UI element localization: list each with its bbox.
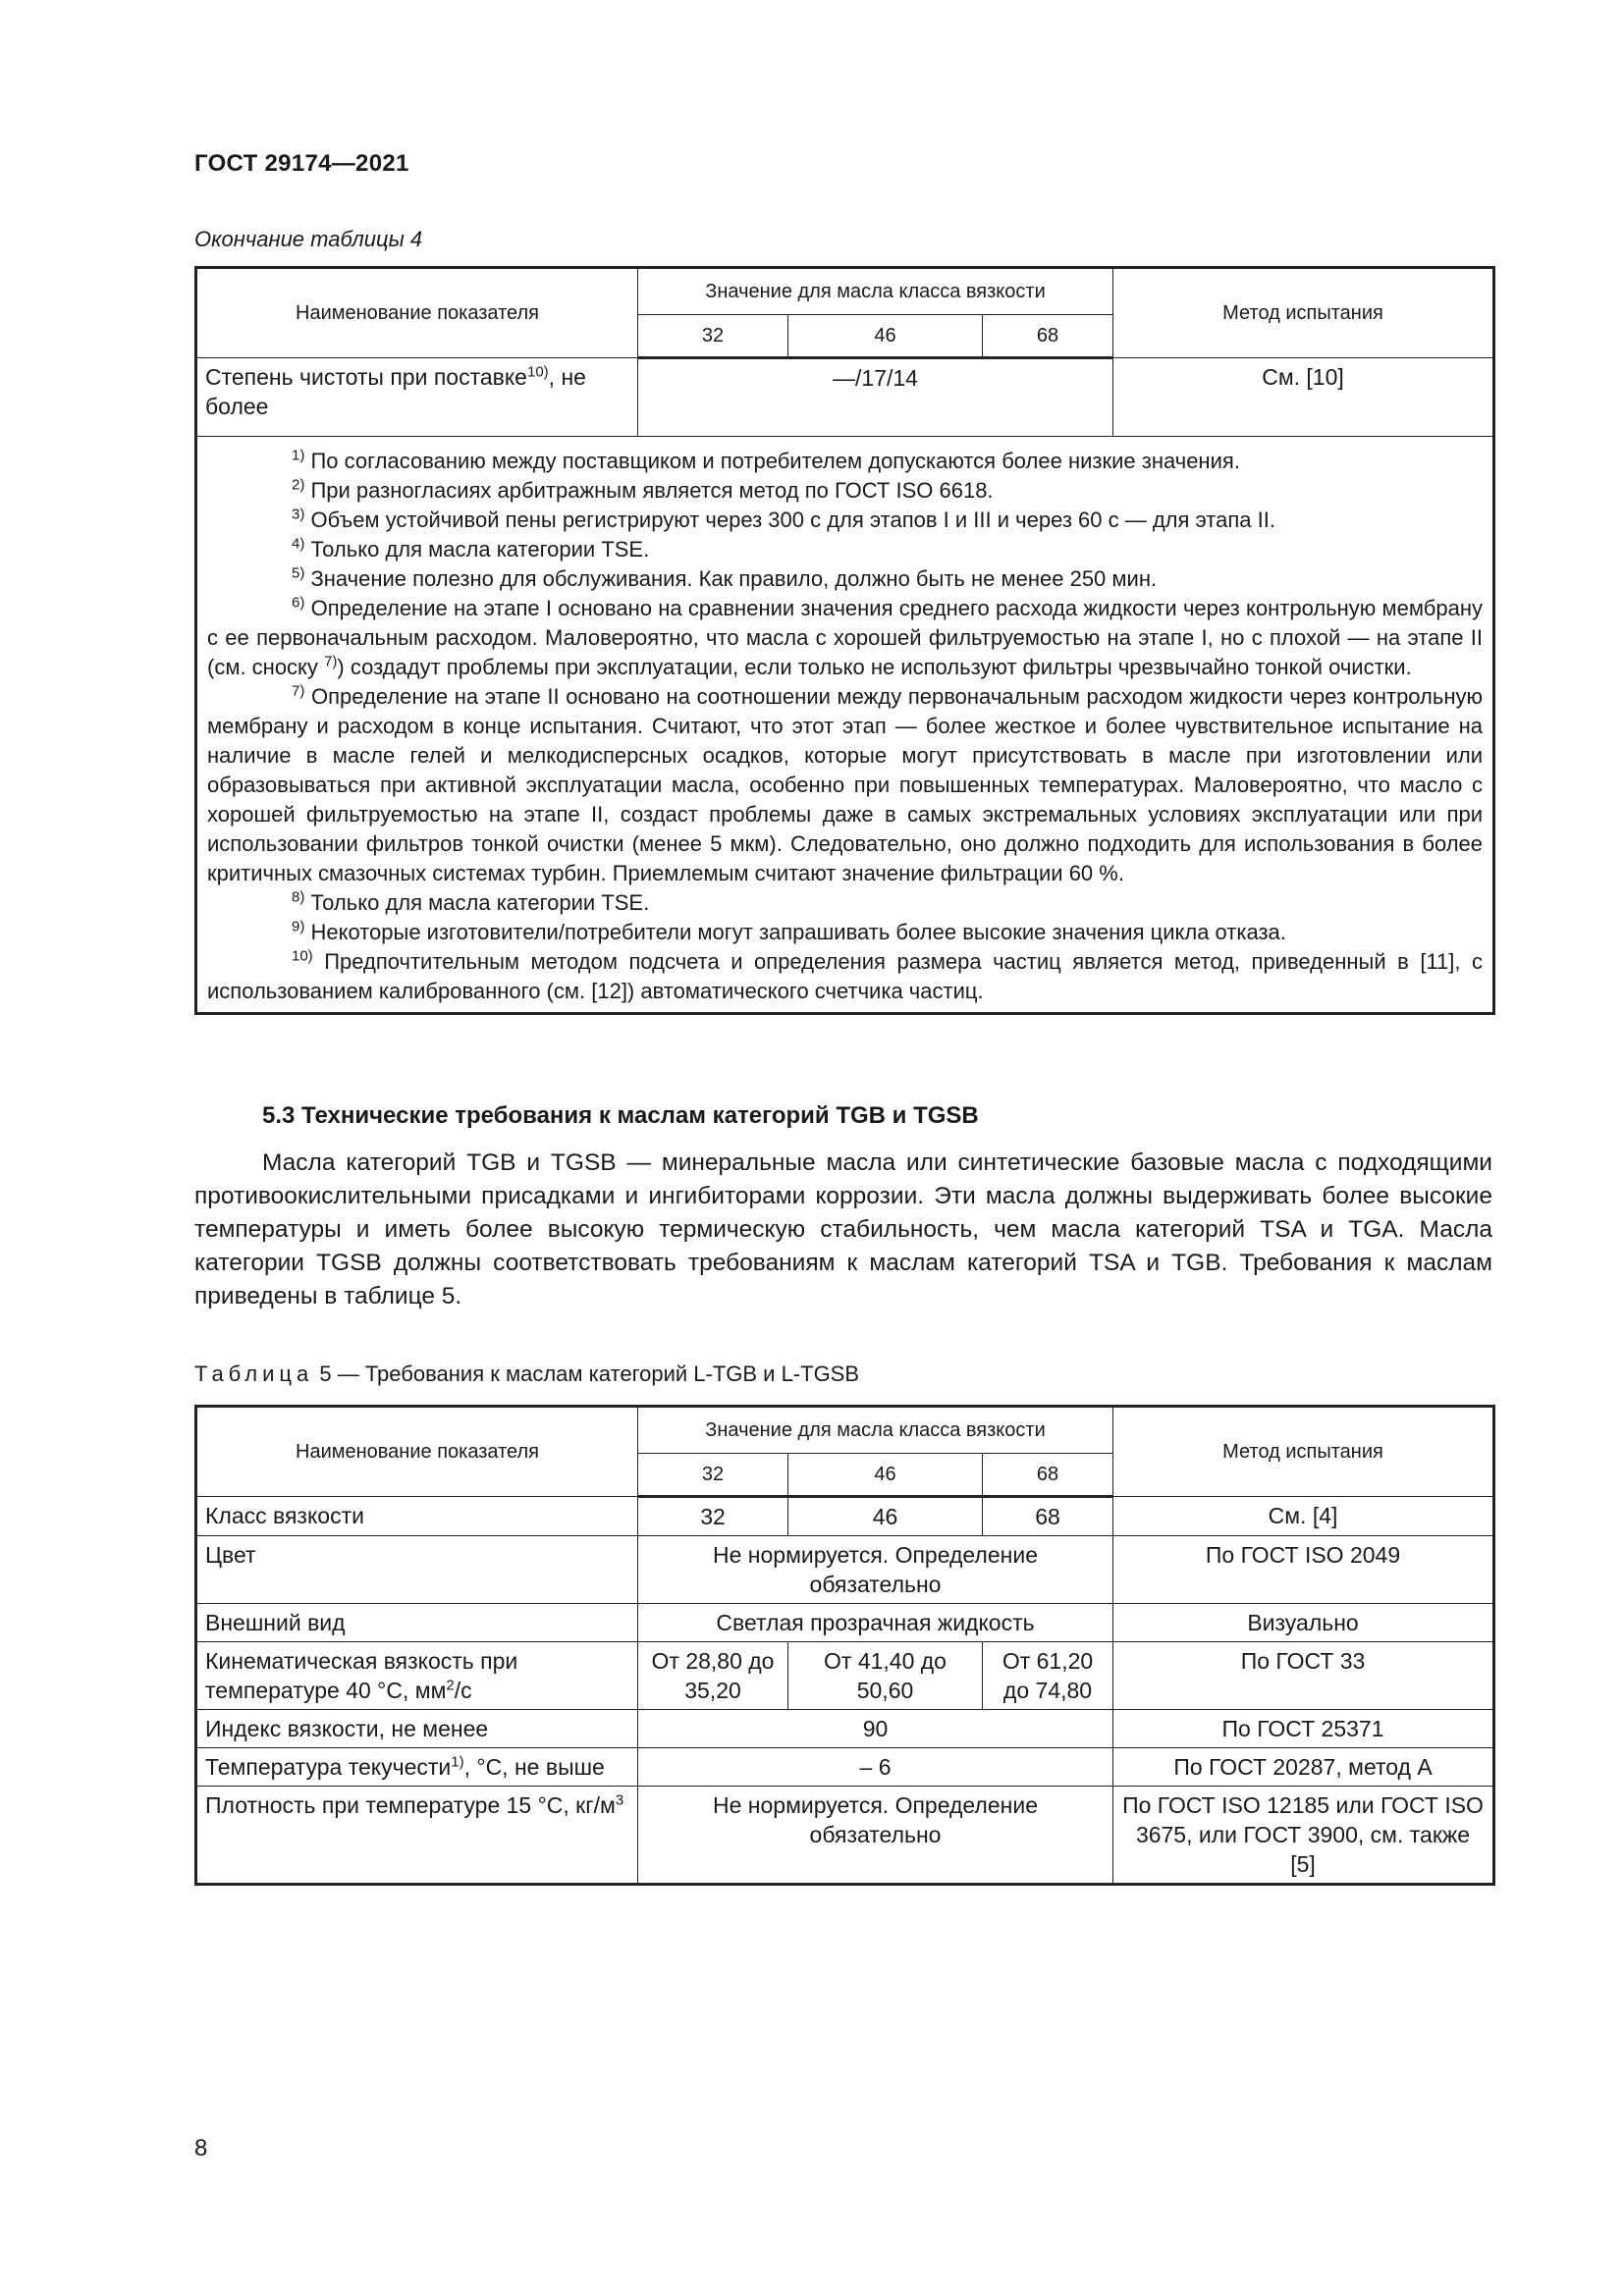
- row-method: Визуально: [1113, 1604, 1494, 1642]
- row-method: По ГОСТ ISO 2049: [1113, 1536, 1494, 1604]
- table-row: [196, 1787, 1494, 1885]
- header-value-group: Значение для масла класса вязкости: [638, 1407, 1113, 1454]
- row-method: См. [4]: [1113, 1497, 1494, 1536]
- table-row: [196, 1748, 1494, 1787]
- footnote-10: $^{10)}$ Предпочтительным методом подсчета и определения размера частиц является метод, приведенный в [11], с использованием калиброванного (см. [12]) автоматического счетчика частиц.: [207, 947, 1484, 1003]
- footnote-7: $^{7)}$ Определение на этапе II основано на соотношении между первоначальным расходом жидкости через контрольную мембрану и расходом в конце испытания. Считают, что этот этап — более жесткое и более чувствительное испытание на наличие в масле гелей и мелкодисперсных осадков, которые могут присутствовать в масле при изготовлении или образовываться при активной эксплуатации масла, особенно при повышенных температурах. Маловероятно, что масло с хорошей фильтруемостью на этапе II, создаст проблемы даже в самых экстремальных условиях эксплуатации или при использовании фильтров тонкой очистки (менее 5 мкм). Следовательно, оно должно подходить для использования в более критичных смазочных системах турбин. Приемлемым считают значение фильтрации 60 %.: [207, 682, 1484, 885]
- row-name-density: Плотность при температуре 15 °С, $кг/м^3$: [196, 1787, 638, 1885]
- section-heading: 5.3 Технические требования к маслам категорий TGB и TGSB: [262, 1102, 979, 1129]
- table-footnotes: [196, 437, 1494, 1014]
- row-value-density: Не нормируется. Определение обязательно: [638, 1787, 1113, 1885]
- row-value-32: 32: [638, 1497, 788, 1536]
- header-test-method: Метод испытания: [1113, 268, 1494, 358]
- footnote-8: $^{8)}$ Только для масла категории TSE.: [292, 888, 650, 915]
- table-row: [196, 1536, 1494, 1604]
- row-method-cleanliness: См. [10]: [1113, 358, 1494, 437]
- table-4: [194, 266, 1495, 1015]
- table-row: [196, 358, 1494, 437]
- row-value-appearance: Светлая прозрачная жидкость: [638, 1604, 1113, 1642]
- header-value-group: Значение для масла класса вязкости: [638, 268, 1113, 315]
- row-value-cleanliness: —/17/14: [638, 358, 1113, 437]
- header-class-32: 32: [638, 315, 788, 358]
- table-row: [196, 1604, 1494, 1642]
- section-paragraph: Масла категорий TGB и TGSB — минеральные масла или синтетические базовые масла с подходящими противоокислительными присадками и ингибиторами коррозии. Эти масла должны выдерживать более высокие температуры и иметь более высокую термическую стабильность, чем масла категорий TSA и TGA. Масла категории TGSB должны соответствовать требованиям к маслам категорий TSA и TGB. Требования к маслам приведены в таблице 5.: [194, 1149, 1492, 1309]
- header-class-32: 32: [638, 1454, 788, 1497]
- row-method: По ГОСТ 25371: [1113, 1710, 1494, 1748]
- row-name-viscosity-index: Индекс вязкости, не менее: [196, 1710, 638, 1748]
- row-method: По ГОСТ ISO 12185 или ГОСТ ISO 3675, или ГОСТ 3900, см. также [5]: [1113, 1787, 1494, 1885]
- row-name-pour-point: Температура текучести$^{1)}$, °С, не выше: [196, 1748, 638, 1787]
- footnote-6: $^{6)}$ Определение на этапе I основано на сравнении значения среднего расхода жидкости через контрольную мембрану с ее первоначальным расходом. Маловероятно, что масла с хорошей фильтруемостью на этапе I, но с плохой — на этапе II (см. сноску $^{7)}$) создадут проблемы при эксплуатации, если только не используют фильтры чрезвычайно тонкой очистки.: [207, 594, 1484, 679]
- row-value-pour-point: – 6: [638, 1748, 1113, 1787]
- table-row: [196, 1497, 1494, 1536]
- row-method: По ГОСТ 33: [1113, 1642, 1494, 1710]
- row-name-cleanliness: Степень чистоты при поставке$^{10)}$, не более: [196, 358, 638, 437]
- table-row: [196, 1710, 1494, 1748]
- header-class-46: 46: [788, 315, 983, 358]
- row-method: По ГОСТ 20287, метод А: [1113, 1748, 1494, 1787]
- header-class-46: 46: [788, 1454, 983, 1497]
- table-5: [194, 1405, 1495, 1886]
- footnote-5: $^{5)}$ Значение полезно для обслуживания. Как правило, должно быть не менее 250 мин.: [292, 564, 1158, 591]
- header-class-68: 68: [983, 1454, 1113, 1497]
- row-name-kinematic-viscosity: Кинематическая вязкость при температуре 40 °С, $мм^2/с$: [196, 1642, 638, 1710]
- row-value-32: От 28,80 до 35,20: [638, 1642, 788, 1710]
- footnote-9: $^{9)}$ Некоторые изготовители/потребители могут запрашивать более высокие значения цикла отказа.: [292, 918, 1286, 944]
- table-row: [196, 1642, 1494, 1710]
- row-name-appearance: Внешний вид: [196, 1604, 638, 1642]
- row-value-46: От 41,40 до 50,60: [788, 1642, 983, 1710]
- footnote-2: $^{2)}$ При разногласиях арбитражным является метод по ГОСТ ISO 6618.: [292, 476, 994, 503]
- table-continuation-label: Окончание таблицы 4: [194, 227, 423, 251]
- footnote-1: $^{1)}$ По согласованию между поставщиком и потребителем допускаются более низкие значения.: [292, 447, 1240, 473]
- header-test-method: Метод испытания: [1113, 1407, 1494, 1497]
- row-value-46: 46: [788, 1497, 983, 1536]
- page-number: 8: [194, 2135, 208, 2162]
- footnote-3: $^{3)}$ Объем устойчивой пены регистрируют через 300 с для этапов I и III и через 60 с — для этапа II.: [292, 506, 1275, 532]
- header-indicator-name: Наименование показателя: [196, 268, 638, 358]
- table-5-title: Таблица 5 — Требования к маслам категорий L-TGB и L-TGSB: [194, 1362, 860, 1386]
- row-value-color: Не нормируется. Определение обязательно: [638, 1536, 1113, 1604]
- row-name-color: Цвет: [196, 1536, 638, 1604]
- header-class-68: 68: [983, 315, 1113, 358]
- row-value-viscosity-index: 90: [638, 1710, 1113, 1748]
- header-indicator-name: Наименование показателя: [196, 1407, 638, 1497]
- row-name-viscosity-class: Класс вязкости: [196, 1497, 638, 1536]
- document-code: ГОСТ 29174—2021: [194, 150, 409, 177]
- row-value-68: 68: [983, 1497, 1113, 1536]
- footnote-4: $^{4)}$ Только для масла категории TSE.: [292, 535, 650, 561]
- row-value-68: От 61,20 до 74,80: [983, 1642, 1113, 1710]
